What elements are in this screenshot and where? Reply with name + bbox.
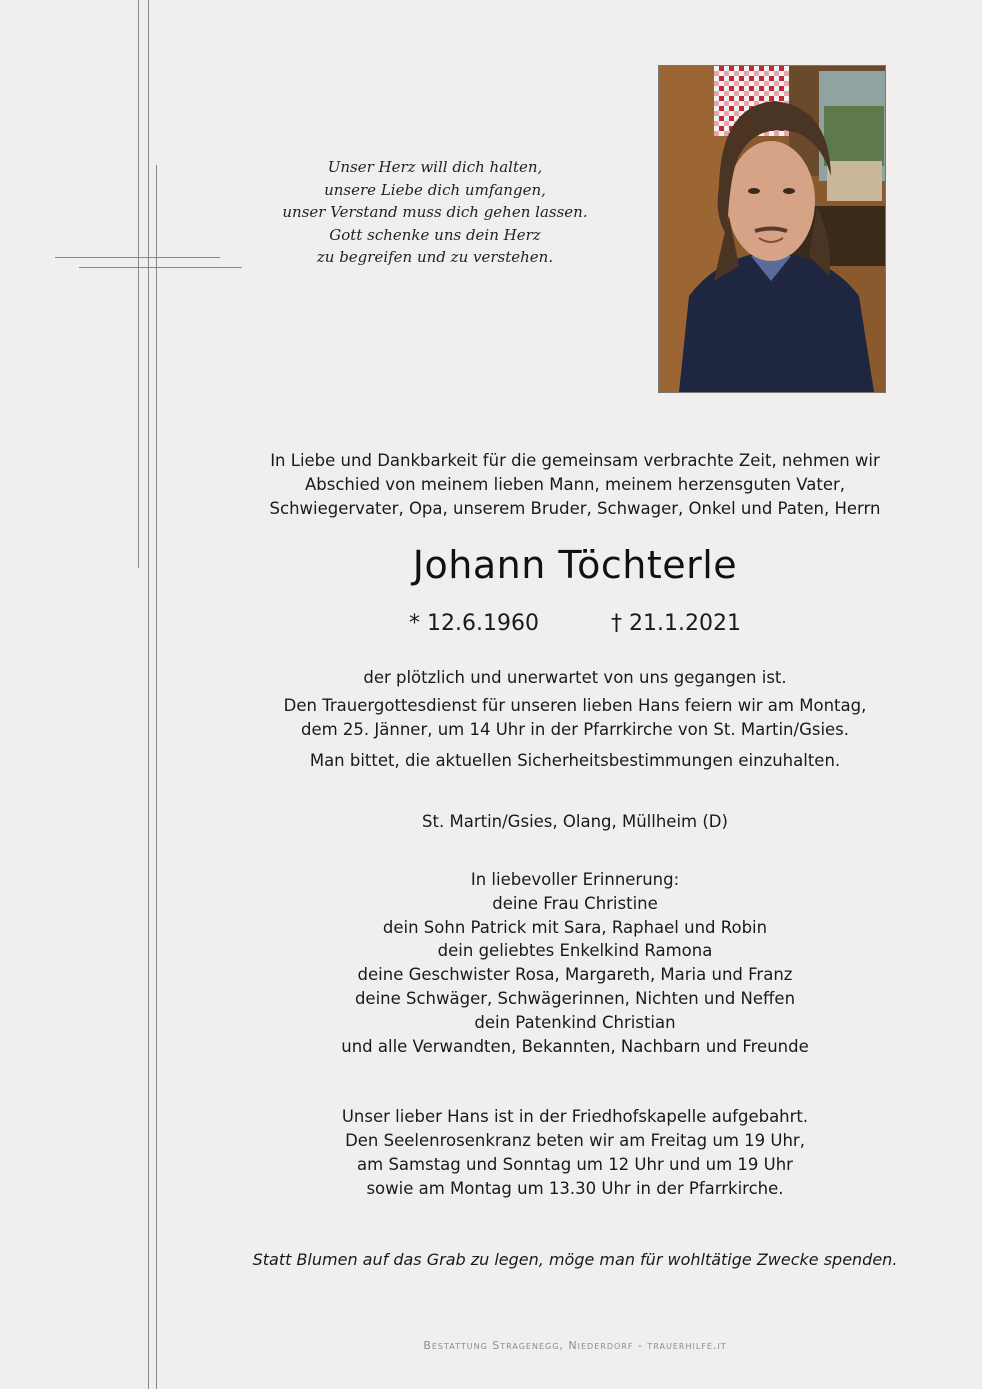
safety-note: Man bittet, die aktuellen Sicherheitsbestimmungen einzuhalten. xyxy=(309,751,841,770)
intro-line: Schwiegervater, Opa, unserem Bruder, Schwager, Onkel und Paten, Herrn xyxy=(269,499,881,518)
viewing-text xyxy=(250,1105,900,1201)
footer-credit: Bestattung Stragenegg, Niederdorf - trauerhilfe.it xyxy=(423,1339,727,1352)
birth-date: * 12.6.1960 xyxy=(409,611,539,636)
places-line: St. Martin/Gsies, Olang, Müllheim (D) xyxy=(422,812,728,831)
verse-line: Gott schenke uns dein Herz xyxy=(329,225,541,244)
verse-line: Unser Herz will dich halten, xyxy=(327,158,543,176)
cross-vertical-line-3 xyxy=(156,165,157,1389)
verse-line: unser Verstand muss dich gehen lassen. xyxy=(282,203,588,222)
mourner-item: deine Schwäger, Schwägerinnen, Nichten und Neffen xyxy=(354,988,796,1008)
mourners-heading: In liebevoller Erinnerung: xyxy=(470,870,680,889)
mourner-item: deine Frau Christine xyxy=(492,893,658,913)
portrait-photo xyxy=(658,65,886,393)
cross-horizontal-line-2 xyxy=(79,267,242,268)
service-line: dem 25. Jänner, um 14 Uhr in der Pfarrkirche von St. Martin/Gsies. xyxy=(300,720,850,739)
viewing-line: Unser lieber Hans ist in der Friedhofskapelle aufgebahrt. xyxy=(341,1107,809,1126)
life-dates xyxy=(250,611,900,636)
intro-line: In Liebe und Dankbarkeit für die gemeinsam verbrachte Zeit, nehmen wir xyxy=(270,451,880,470)
memorial-verse xyxy=(280,156,590,269)
cross-vertical-line-2 xyxy=(148,0,149,1389)
viewing-line: Den Seelenrosenkranz beten wir am Freitag um 19 Uhr, xyxy=(345,1131,805,1150)
deceased-name: Johann Töchterle xyxy=(412,543,738,587)
verse-line: unsere Liebe dich umfangen, xyxy=(324,180,546,199)
mourner-item: dein Sohn Patrick mit Sara, Raphael und Robin xyxy=(382,917,768,937)
service-line: Den Trauergottesdienst für unseren lieben Hans feiern wir am Montag, xyxy=(283,696,867,715)
cross-vertical-line-1 xyxy=(138,0,139,568)
portrait-illustration xyxy=(659,66,885,392)
death-date: † 21.1.2021 xyxy=(611,611,741,636)
mourner-item: dein geliebtes Enkelkind Ramona xyxy=(437,941,713,961)
viewing-line: am Samstag und Sonntag um 12 Uhr und um 19 Uhr xyxy=(357,1155,793,1174)
mourner-item: und alle Verwandten, Bekannten, Nachbarn und Freunde xyxy=(341,1036,809,1056)
donation-note: Statt Blumen auf das Grab zu legen, möge man für wohltätige Zwecke spenden. xyxy=(252,1250,898,1269)
verse-line: zu begreifen und zu verstehen. xyxy=(316,248,554,267)
cross-horizontal-line-1 xyxy=(55,257,220,258)
mourner-item: dein Patenkind Christian xyxy=(474,1012,676,1032)
mourners-list xyxy=(250,868,900,1058)
mourner-item: deine Geschwister Rosa, Margareth, Maria und Franz xyxy=(357,965,793,985)
passing-text: der plötzlich und unerwartet von uns gegangen ist. xyxy=(363,668,787,687)
funeral-service-text xyxy=(250,694,900,742)
viewing-line: sowie am Montag um 13.30 Uhr in der Pfarrkirche. xyxy=(366,1179,784,1198)
intro-text xyxy=(250,449,900,521)
intro-line: Abschied von meinem lieben Mann, meinem herzensguten Vater, xyxy=(304,475,846,494)
